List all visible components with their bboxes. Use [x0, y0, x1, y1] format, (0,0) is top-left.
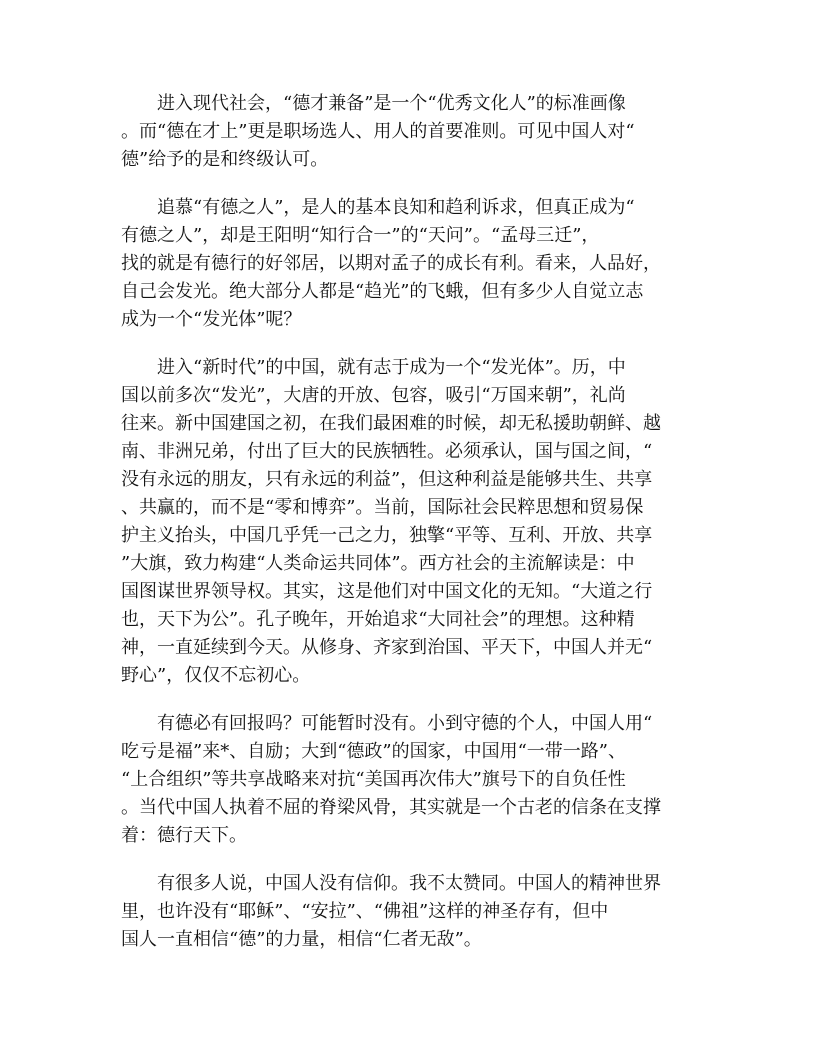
paragraph-3	[121, 354, 697, 690]
paragraph-line: 南、非洲兄弟，付出了巨大的民族牺牲。必须承认，国与国之间，“	[121, 441, 653, 462]
paragraph-line: 追慕“有德之人”，是人的基本良知和趋利诉求，但真正成为“	[121, 197, 635, 218]
paragraph-line: “上合组织”等共享战略来对抗“美国再次伟大”旗号下的自负任性	[121, 769, 626, 790]
document-body	[121, 90, 697, 974]
paragraph-line: 。当代中国人执着不屈的脊梁风骨，其实就是一个古老的信条在支撑	[121, 797, 661, 818]
paragraph-line: 国以前多次“发光”，大唐的开放、包容，吸引“万国来朝”，礼尚	[121, 385, 626, 406]
paragraph-line: 野心”，仅仅不忘初心。	[121, 665, 311, 686]
paragraph-line: 护主义抬头，中国几乎凭一己之力，独擎“平等、互利、开放、共享	[121, 525, 653, 546]
paragraph-4	[121, 710, 697, 850]
paragraph-line: 。而“德在才上”更是职场选人、用人的首要准则。可见中国人对“	[121, 121, 635, 142]
paragraph-line: 、共赢的，而不是“零和博弈”。当前，国际社会民粹思想和贸易保	[121, 497, 644, 518]
paragraph-line: 着：德行天下。	[121, 825, 247, 846]
paragraph-line: 神，一直延续到今天。从修身、齐家到治国、平天下，中国人并无“	[121, 637, 653, 658]
paragraph-line: 进入现代社会，“德才兼备”是一个“优秀文化人”的标准画像	[121, 93, 626, 114]
paragraph-line: 有很多人说，中国人没有信仰。我不太赞同。中国人的精神世界	[121, 873, 661, 894]
paragraph-line: 德”给予的是和终级认可。	[121, 149, 329, 170]
paragraph-line: 吃亏是福”来*、自励；大到“德政”的国家，中国用“一带一路”、	[121, 741, 627, 762]
paragraph-2	[121, 194, 697, 334]
paragraph-line: 成为一个“发光体”呢？	[121, 309, 302, 330]
paragraph-line: 往来。新中国建国之初，在我们最困难的时候，却无私援助朝鲜、越	[121, 413, 661, 434]
paragraph-line: ”大旗，致力构建“人类命运共同体”。西方社会的主流解读是：中	[121, 553, 635, 574]
paragraph-line: 有德必有回报吗？可能暂时没有。小到守德的个人，中国人用“	[121, 713, 653, 734]
paragraph-line: 自己会发光。绝大部分人都是“趋光”的飞蛾，但有多少人自觉立志	[121, 281, 644, 302]
paragraph-line: 没有永远的朋友，只有永远的利益”，但这种利益是能够共生、共享	[121, 469, 653, 490]
paragraph-line: 找的就是有德行的好邻居，以期对孟子的成长有利。看来，人品好，	[121, 253, 661, 274]
paragraph-line: 有德之人”，却是王阳明“知行合一”的“天问”。“孟母三迁”，	[121, 225, 600, 246]
paragraph-line: 进入“新时代”的中国，就有志于成为一个“发光体”。历，中	[121, 357, 626, 378]
paragraph-line: 也，天下为公”。孔子晚年，开始追求“大同社会”的理想。这种精	[121, 609, 635, 630]
paragraph-1	[121, 90, 697, 174]
paragraph-5	[121, 870, 697, 954]
paragraph-line: 国图谋世界领导权。其实，这是他们对中国文化的无知。“大道之行	[121, 581, 653, 602]
paragraph-line: 国人一直相信“德”的力量，相信“仁者无敌”。	[121, 929, 482, 950]
paragraph-line: 里，也许没有“耶稣”、“安拉”、“佛祖”这样的神圣存有，但中	[121, 901, 609, 922]
